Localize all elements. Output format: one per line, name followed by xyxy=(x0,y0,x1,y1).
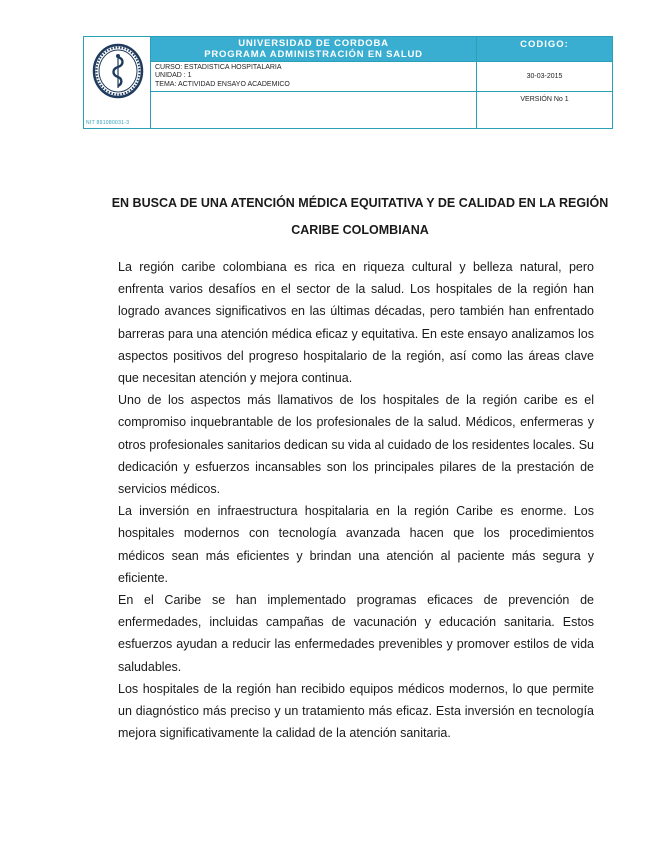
course-info xyxy=(151,62,477,92)
blank-cell xyxy=(151,92,477,129)
paragraph: Los hospitales de la región han recibido equipos médicos modernos, lo que permite un diagnóstico más preciso y un tratamiento más eficaz. Esta inversión en tecnología mejora significativamente la calidad de la atención sanitaria. xyxy=(118,681,594,741)
paragraph: La región caribe colombiana es rica en riqueza cultural y belleza natural, pero enfrenta varios desafíos en el sector de la salud. Los hospitales de la región han logrado avances significativos en las últimas décadas, pero también han enfrentado barreras para una atención médica eficaz y equitativa. En este ensayo analizamos los aspectos positivos del progreso hospitalario de la región, así como las áreas clave que necesitan atención y mejora continua. xyxy=(118,260,594,386)
essay-body xyxy=(118,256,594,744)
course-line: CURSO: ESTADISTICA HOSPITALARIA xyxy=(155,64,282,71)
nit-number: NIT 891080031-3 xyxy=(86,120,130,127)
document-date: 30-03-2015 xyxy=(477,62,613,92)
program-name: PROGRAMA ADMINISTRACIÓN EN SALUD xyxy=(204,49,423,60)
logo-cell xyxy=(84,37,151,129)
document-header xyxy=(83,36,613,129)
university-seal-icon xyxy=(92,43,144,99)
paragraph: En el Caribe se han implementado programas eficaces de prevención de enfermedades, incluidas campañas de vacunación y educación sanitaria. Estos esfuerzos ayudan a reducir las enfermedades prevenibles y promover estilos de vida saludables. xyxy=(118,593,594,674)
unit-line: UNIDAD : 1 xyxy=(155,72,192,80)
university-name: UNIVERSIDAD DE CORDOBA xyxy=(238,38,389,49)
version-label: VERSIÓN No 1 xyxy=(477,92,613,129)
institution-title xyxy=(151,37,477,62)
paragraph: La inversión en infraestructura hospitalaria en la región Caribe es enorme. Los hospitales modernos con tecnología avanzada hacen que los procedimientos médicos sean más eficientes y brindan una atención al paciente más segura y eficiente. xyxy=(118,504,594,585)
essay-title: EN BUSCA DE UNA ATENCIÓN MÉDICA EQUITATIVA Y DE CALIDAD EN LA REGIÓN CARIBE COLOMBIANA xyxy=(111,196,609,237)
paragraph: Uno de los aspectos más llamativos de los hospitales de la región caribe es el compromiso inquebrantable de los profesionales de la salud. Médicos, enfermeras y otros profesionales sanitarios dedican su vida al cuidado de los residentes locales. Su dedicación y esfuerzos incansables son los principales pilares de la prestación de servicios médicos. xyxy=(118,393,594,497)
code-label: CODIGO: xyxy=(477,37,613,62)
topic-line: TEMA: ACTIVIDAD ENSAYO ACADEMICO xyxy=(155,80,290,88)
